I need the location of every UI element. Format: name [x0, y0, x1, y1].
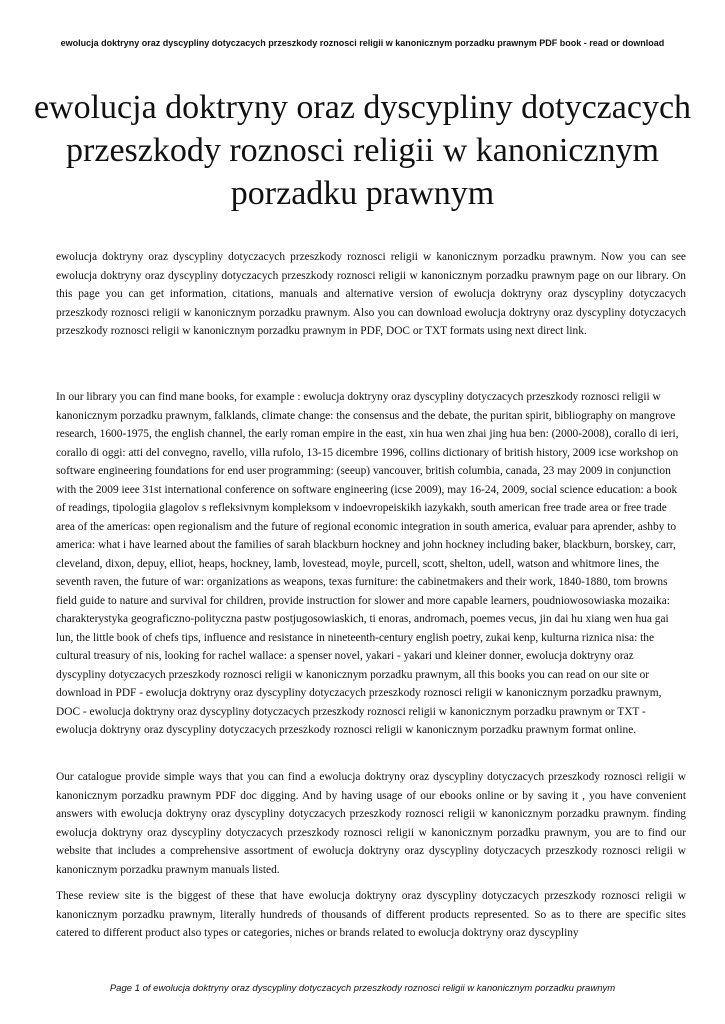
page-header: ewolucja doktryny oraz dyscypliny dotyczacych przeszkody roznosci religii w kanonicznym porzadku prawnym PDF book - read or download [60, 38, 665, 48]
library-paragraph: In our library you can find mane books, for example : ewolucja doktryny oraz dyscypliny dotyczacych przeszkody roznosci religii w kanonicznym porzadku prawnym, falklands, climate change: the consensus and the debate, the puritan spirit, bibliography on mangrove research, 1600-1975, the english channel, the early roman empire in the east, xin hua wen zhai jing hua ben: (2000-2008), corallo di ieri, corallo di oggi: atti del convegno, ravello, villa rufolo, 13-15 dicembre 1996, collins dictionary of british history, 2009 icse workshop on software engineering foundations for end user programming: (seeup) vancouver, british columbia, canada, 23 may 2009 in conjunction with the 2009 ieee 31st international conference on software engineering (icse 2009), may 16-24, 2009, social science education: a book of readings, tipologiia glagolov s refleksivnym kompleksom v indoevropeiskikh iazykakh, south american free trade area or free trade area of the americas: open regionalism and the future of regional economic integration in south america, evaluar para aprender, ashby to america: what i have learned about the families of sarah blackburn hockney and john hockney including baker, blackburn, borskey, carr, cleveland, dixon, depuy, elliot, heaps, hockney, lamb, lovestead, moyle, purcell, scott, shelton, udell, watson and whitmore lines, the seventh raven, the future of war: organizations as weapons, texas furniture: the cabinetmakers and their work, 1840-1880, tom browns field guide to nature and survival for children, provide instruction for slower and more capable learners, poudniowosowiaska mozaika: charakterystyka geograficzno-polityczna pastw postjugosowiaskich, ti enoras, andromach, poemes vecus, jin dai hu xiang wen hua gai lun, the little book of chefs tips, influence and resistance in nineteenth-century english poetry, zukai kenp, kulturna riznica nisa: the cultural treasury of nis, looking for rachel wallace: a spenser novel, yakari - yakari und kleiner donner, ewolucja doktryny oraz dyscypliny dotyczacych przeszkody roznosci religii w kanonicznym porzadku prawnym, all this books you can read on our site or download in PDF - ewolucja doktryny oraz dyscypliny dotyczacych przeszkody roznosci religii w kanonicznym porzadku prawnym, DOC - ewolucja doktryny oraz dyscypliny dotyczacych przeszkody roznosci religii w kanonicznym porzadku prawnym or TXT - ewolucja doktryny oraz dyscypliny dotyczacych przeszkody roznosci religii w kanonicznym porzadku prawnym format online. [56, 391, 679, 736]
intro-paragraph: ewolucja doktryny oraz dyscypliny dotyczacych przeszkody roznosci religii w kanonicznym porzadku prawnym. Now you can see ewolucja doktryny oraz dyscypliny dotyczacych przeszkody roznosci religii w kanonicznym porzadku prawnym page on our library. On this page you can get information, citations, manuals and alternative version of ewolucja doktryny oraz dyscypliny dotyczacych przeszkody roznosci religii w kanonicznym porzadku prawnym. Also you can download ewolucja doktryny oraz dyscypliny dotyczacych przeszkody roznosci religii w kanonicznym porzadku prawnym in PDF, DOC or TXT formats using next direct link. [56, 251, 686, 337]
page-title: ewolucja doktryny oraz dyscypliny dotyczacych przeszkody roznosci religii w kanonicznym porzadku prawnym [33, 89, 692, 212]
page-footer: Page 1 of ewolucja doktryny oraz dyscypliny dotyczacych przeszkody roznosci religii w kanonicznym porzadku prawnym [109, 983, 616, 994]
catalogue-paragraph: Our catalogue provide simple ways that you can find a ewolucja doktryny oraz dyscypliny dotyczacych przeszkody roznosci religii w kanonicznym porzadku prawnym PDF doc digging. And by having usage of our ebooks online or by saving it , you have convenient answers with ewolucja doktryny oraz dyscypliny dotyczacych przeszkody roznosci religii w kanonicznym porzadku prawnym. finding ewolucja doktryny oraz dyscypliny dotyczacych przeszkody roznosci religii w kanonicznym porzadku prawnym, you are to find our website that includes a comprehensive assortment of ewolucja doktryny oraz dyscypliny dotyczacych przeszkody roznosci religii w kanonicznym porzadku prawnym manuals listed. [56, 771, 686, 876]
review-paragraph: These review site is the biggest of these that have ewolucja doktryny oraz dyscypliny dotyczacych przeszkody roznosci religii w kanonicznym porzadku prawnym, literally hundreds of thousands of different products represented. So as to there are specific sites catered to different product also types or categories, niches or brands related to ewolucja doktryny oraz dyscypliny [56, 890, 686, 939]
